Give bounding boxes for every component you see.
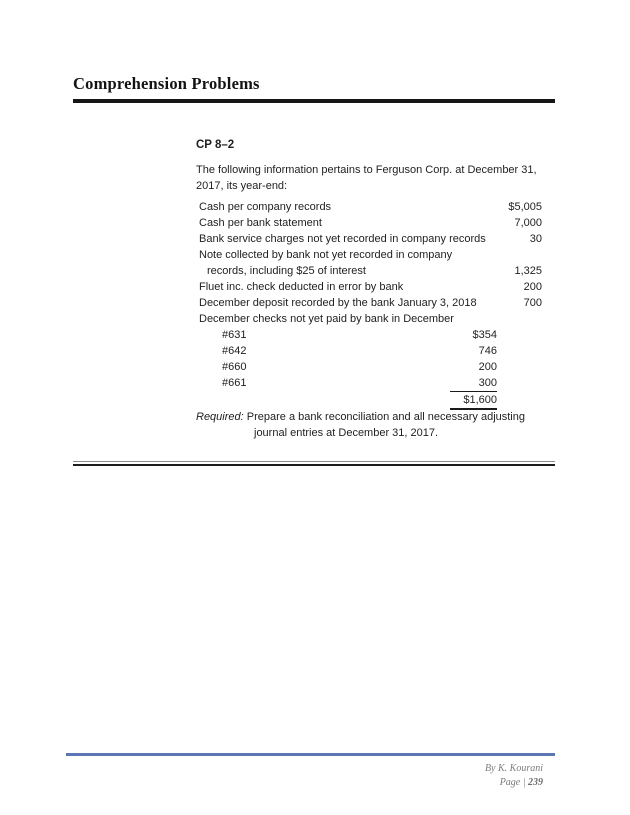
page-footer xyxy=(485,762,543,789)
row-amount: 30 xyxy=(529,233,542,245)
page-label: Page | xyxy=(499,776,526,788)
required-line-1 xyxy=(196,410,568,426)
table-row xyxy=(196,199,542,215)
intro-line-2: 2017, its year-end: xyxy=(196,180,288,192)
section-title: Comprehension Problems xyxy=(73,74,260,93)
total-row xyxy=(196,392,497,410)
section-divider-rule xyxy=(73,461,555,466)
table-row xyxy=(196,215,542,231)
row-amount: 7,000 xyxy=(514,217,542,229)
check-label: #660 xyxy=(222,361,247,373)
footer-rule xyxy=(66,753,555,756)
row-amount xyxy=(492,247,542,263)
check-row xyxy=(196,375,497,392)
check-amount: 746 xyxy=(478,345,497,357)
table-row xyxy=(196,231,542,247)
row-label: records, including $25 of interest xyxy=(207,265,366,277)
row-amount xyxy=(492,311,542,327)
check-amount: $354 xyxy=(472,329,497,341)
table-row xyxy=(196,279,542,295)
row-label: December checks not yet paid by bank in December xyxy=(199,313,454,325)
total-label xyxy=(196,392,450,410)
required-line-2: journal entries at December 31, 2017. xyxy=(254,426,439,439)
info-table xyxy=(196,199,542,410)
row-amount: 1,325 xyxy=(514,265,542,277)
row-label: December deposit recorded by the bank January 3, 2018 xyxy=(199,297,477,309)
problem-block xyxy=(196,137,564,410)
check-row xyxy=(196,359,497,375)
table-row xyxy=(196,311,542,327)
problem-id: CP 8–2 xyxy=(196,139,235,151)
row-label: Fluet inc. check deducted in error by bank xyxy=(199,281,404,293)
required-block xyxy=(196,410,568,441)
intro-line-1: The following information pertains to Ferguson Corp. at December 31, xyxy=(196,164,537,176)
check-amount: 300 xyxy=(450,375,497,392)
checks-subtable xyxy=(196,327,497,410)
section-header xyxy=(73,74,555,103)
total-amount: $1,600 xyxy=(450,392,497,410)
row-amount: $5,005 xyxy=(508,201,542,213)
table-row xyxy=(196,263,542,279)
check-label: #661 xyxy=(222,377,247,389)
check-label: #642 xyxy=(222,345,247,357)
row-label: Bank service charges not yet recorded in company records xyxy=(199,233,486,245)
row-amount: 700 xyxy=(523,297,542,309)
row-label: Note collected by bank not yet recorded in company xyxy=(199,249,453,261)
check-row xyxy=(196,327,497,343)
check-label: #631 xyxy=(222,329,247,341)
author-credit: By K. Kourani xyxy=(484,763,543,774)
required-label: Required: xyxy=(196,411,244,423)
required-text: Prepare a bank reconciliation and all necessary adjusting xyxy=(246,411,525,423)
check-row xyxy=(196,343,497,359)
page-indicator xyxy=(485,776,543,790)
row-amount: 200 xyxy=(523,281,542,293)
check-amount: 200 xyxy=(478,361,497,373)
row-label: Cash per bank statement xyxy=(199,217,322,229)
page-number: 239 xyxy=(528,776,543,788)
row-label: Cash per company records xyxy=(199,201,332,213)
problem-intro xyxy=(196,162,564,194)
table-row xyxy=(196,247,542,263)
table-row xyxy=(196,295,542,311)
